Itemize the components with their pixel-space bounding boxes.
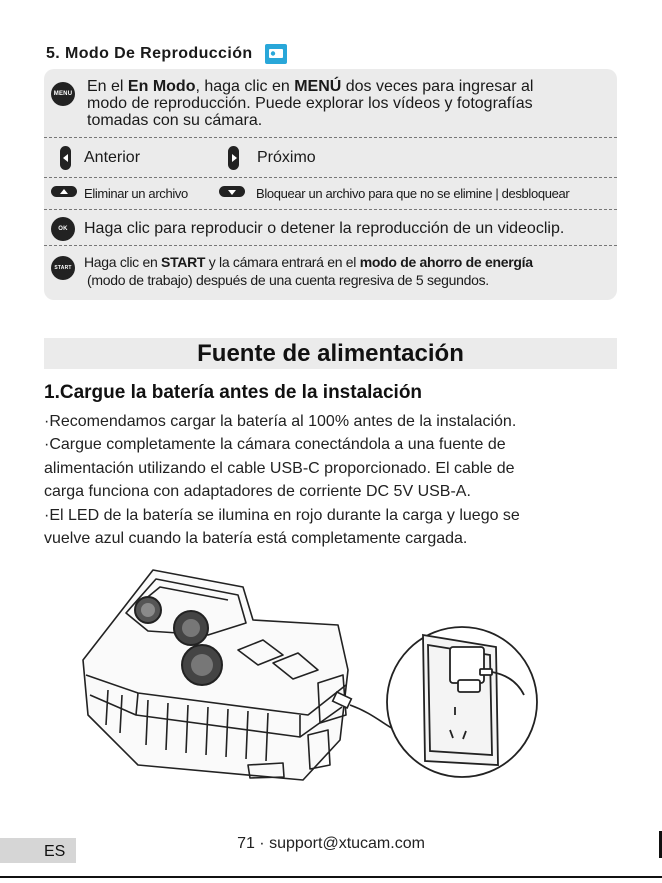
left-arrow-button-icon: [60, 146, 71, 170]
down-arrow-button-icon: [219, 186, 245, 197]
charge-subheading: 1.Cargue la batería antes de la instalación: [44, 382, 423, 403]
camera-charging-illustration: [78, 565, 578, 790]
ok-description: Haga clic para reproducir o detener la reproducción de un videoclip.: [84, 220, 565, 237]
wall-charger-drawing: [387, 627, 537, 777]
up-arrow-button-icon: [51, 186, 77, 197]
next-label: Próximo: [257, 149, 316, 166]
language-tag: ES: [0, 838, 76, 863]
lock-file-label: Bloquear un archivo para que no se elimine | desbloquear: [256, 186, 570, 201]
row1-line2: modo de reproducción. Puede explorar los vídeos y fotografías: [87, 95, 533, 112]
instruction-line: alimentación utilizando el cable USB-C proporcionado. El cable de: [44, 459, 515, 477]
page-footer: 71 · support@xtucam.com: [237, 835, 425, 852]
divider: [44, 245, 617, 246]
row1-line1: En el En Modo, haga clic en MENÚ dos veces para ingresar al: [87, 78, 534, 95]
previous-label: Anterior: [84, 149, 141, 166]
section-title: 5. Modo De Reproducción: [46, 45, 253, 62]
charge-instructions: [44, 410, 604, 550]
instruction-line: vuelve azul cuando la batería está completamente cargada.: [44, 530, 468, 548]
ok-button-icon: OK: [51, 217, 75, 241]
divider: [44, 137, 617, 138]
divider: [44, 209, 617, 210]
instruction-line: carga funciona con adaptadores de corriente DC 5V USB-A.: [44, 483, 471, 501]
right-arrow-button-icon: [228, 146, 239, 170]
instruction-line: ·Cargue completamente la cámara conectándola a una fuente de: [44, 436, 506, 454]
menu-button-icon: MENU: [51, 82, 75, 106]
row1-line3: tomadas con su cámara.: [87, 112, 263, 129]
row5-line1: Haga clic en START y la cámara entrará en el modo de ahorro de energía: [84, 254, 533, 270]
power-banner: Fuente de alimentación: [44, 338, 617, 369]
row5-line2: (modo de trabajo) después de una cuenta regresiva de 5 segundos.: [87, 272, 489, 288]
controls-panel: [44, 69, 617, 300]
section-heading: [46, 44, 287, 64]
divider: [44, 177, 617, 178]
bottom-rule: [0, 876, 662, 878]
delete-file-label: Eliminar un archivo: [84, 186, 188, 201]
start-button-icon: START: [51, 256, 75, 280]
playback-icon: [265, 44, 287, 64]
instruction-line: ·Recomendamos cargar la batería al 100% antes de la instalación.: [44, 413, 517, 430]
instruction-line: ·El LED de la batería se ilumina en rojo durante la carga y luego se: [44, 506, 520, 524]
